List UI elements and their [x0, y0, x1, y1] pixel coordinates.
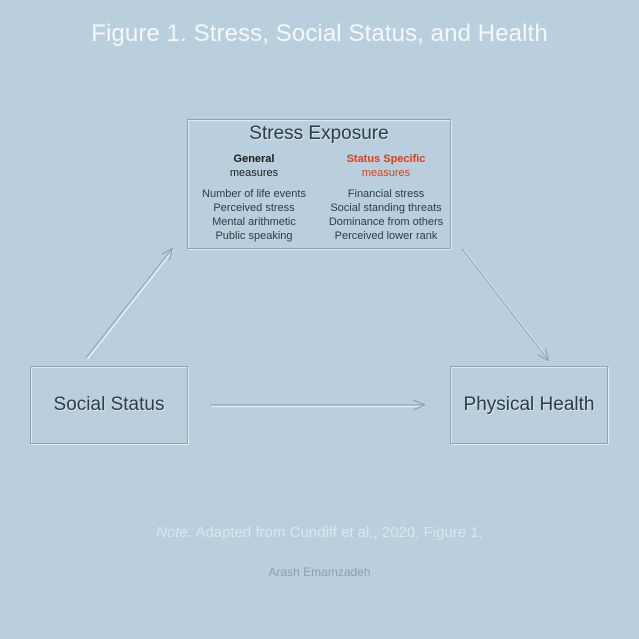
- figure-note: [0, 524, 639, 541]
- list-item: Social standing threats: [330, 202, 442, 214]
- general-subheading: measures: [229, 167, 279, 179]
- stress-exposure-box: [187, 119, 451, 249]
- list-item: Perceived stress: [213, 202, 295, 214]
- list-item: Number of life events: [202, 188, 306, 200]
- physical-health-label: Physical Health: [463, 394, 595, 415]
- stress-exposure-title: Stress Exposure: [249, 123, 389, 144]
- list-item: Public speaking: [215, 230, 293, 242]
- arrow-status-to-health: [210, 405, 424, 406]
- list-item: Mental arithmetic: [212, 216, 296, 228]
- figure-title: Figure 1. Stress, Social Status, and Health: [91, 20, 548, 47]
- arrow-stress-to-health: [462, 249, 549, 361]
- author-credit: Arash Emamzadeh: [268, 565, 371, 579]
- general-measures-column: [188, 152, 320, 243]
- social-status-label: Social Status: [53, 394, 165, 415]
- social-status-box: [30, 366, 188, 444]
- status-specific-measures-column: [320, 152, 452, 243]
- arrow-status-to-stress: [86, 249, 173, 359]
- status-specific-heading: Status Specific: [346, 153, 426, 165]
- note-text: Adapted from Cundiff et al., 2020, Figure 1,: [192, 524, 483, 541]
- list-item: Dominance from others: [328, 216, 444, 228]
- physical-health-box: [450, 366, 608, 444]
- note-prefix: Note.: [156, 524, 193, 541]
- general-heading: General: [233, 153, 275, 165]
- status-specific-subheading: measures: [361, 167, 411, 179]
- list-item: Perceived lower rank: [334, 230, 438, 242]
- list-item: Financial stress: [347, 188, 425, 200]
